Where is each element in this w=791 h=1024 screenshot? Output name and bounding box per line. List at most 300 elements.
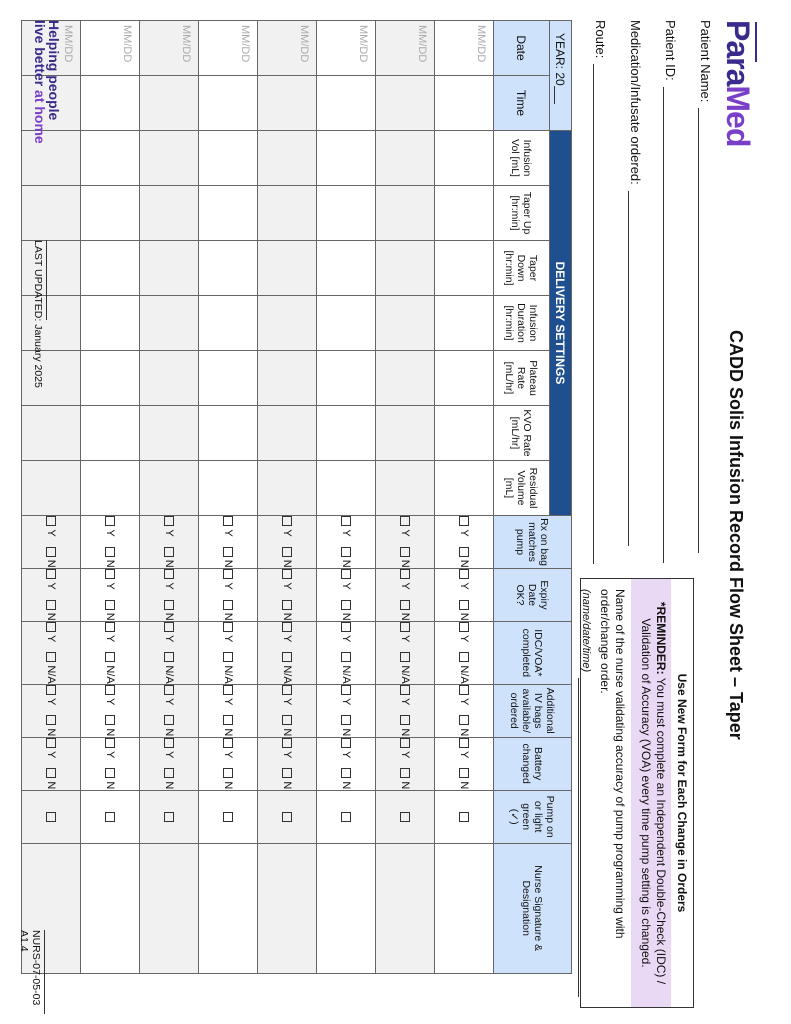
checkbox-icon xyxy=(459,569,469,579)
battery-no[interactable]: N xyxy=(340,768,352,789)
battery-no[interactable]: N xyxy=(45,768,57,789)
patient-id-label: Patient ID: xyxy=(663,20,678,81)
infusion-vol-cell[interactable] xyxy=(81,131,140,186)
battery-yes[interactable]: Y xyxy=(163,738,175,758)
time-cell[interactable] xyxy=(258,76,317,131)
taper-down-cell[interactable] xyxy=(22,241,81,296)
validating-nurse-field[interactable] xyxy=(578,678,591,997)
idc-voa-yes[interactable]: Y xyxy=(281,622,293,642)
idc-voa-cell xyxy=(258,622,317,685)
delivery-settings-header: DELIVERY SETTINGS xyxy=(550,131,572,516)
checkbox-icon xyxy=(105,569,115,579)
checkbox-icon xyxy=(400,516,410,526)
tagline-home: at home xyxy=(32,90,48,144)
checkbox-icon xyxy=(459,547,469,557)
taper-up-cell[interactable] xyxy=(140,186,199,241)
rx-matches-yes[interactable]: Y xyxy=(163,516,175,536)
rx-matches-no[interactable]: N xyxy=(340,547,352,568)
rx-matches-yes[interactable]: Y xyxy=(104,516,116,536)
battery-cell xyxy=(258,737,317,790)
residual-volume-cell[interactable] xyxy=(376,461,435,516)
infusion-duration-cell[interactable] xyxy=(258,296,317,351)
checkbox-icon xyxy=(400,715,410,725)
year-label: YEAR: xyxy=(553,33,567,70)
kvo-rate-cell[interactable] xyxy=(317,406,376,461)
time-cell[interactable] xyxy=(435,76,494,131)
page-title: CADD Solis Infusion Record Flow Sheet – Taper xyxy=(726,330,746,740)
rx-matches-yes[interactable]: Y xyxy=(281,516,293,536)
additional-iv-no[interactable]: N xyxy=(458,715,470,736)
additional-iv-no[interactable]: N xyxy=(399,715,411,736)
residual-volume-cell[interactable] xyxy=(317,461,376,516)
table-row xyxy=(258,21,317,974)
taper-down-cell[interactable] xyxy=(258,241,317,296)
expiry-yes[interactable]: Y xyxy=(104,569,116,589)
checkbox-icon xyxy=(46,600,56,610)
additional-iv-yes[interactable]: Y xyxy=(281,685,293,705)
battery-yes[interactable]: Y xyxy=(222,738,234,758)
plateau-rate-cell[interactable] xyxy=(258,351,317,406)
checkbox-icon xyxy=(400,600,410,610)
checkbox-icon xyxy=(341,622,351,632)
infusion-vol-cell[interactable] xyxy=(317,131,376,186)
idc-voa-cell xyxy=(140,622,199,685)
checkbox-icon xyxy=(105,715,115,725)
checkbox-icon xyxy=(459,768,469,778)
idc-voa-na[interactable]: N/A xyxy=(45,652,57,683)
nurse-signature-cell[interactable] xyxy=(199,843,258,973)
battery-yes[interactable]: Y xyxy=(458,738,470,758)
idc-voa-cell xyxy=(435,622,494,685)
rx-matches-cell xyxy=(435,516,494,569)
col-battery: Battery changed xyxy=(494,737,572,790)
date-cell[interactable]: MM/DD xyxy=(140,21,199,76)
battery-yes[interactable]: Y xyxy=(45,738,57,758)
checkbox-icon xyxy=(164,768,174,778)
checkbox-icon xyxy=(105,622,115,632)
taper-up-cell[interactable] xyxy=(376,186,435,241)
date-cell[interactable]: MM/DD xyxy=(435,21,494,76)
checkbox-icon xyxy=(341,685,351,695)
expiry-yes[interactable]: Y xyxy=(340,569,352,589)
battery-cell xyxy=(317,737,376,790)
nurse-signature-cell[interactable] xyxy=(376,843,435,973)
year-cell xyxy=(550,21,572,131)
expiry-no[interactable]: N xyxy=(399,600,411,621)
idc-voa-yes[interactable]: Y xyxy=(45,622,57,642)
rx-matches-cell xyxy=(199,516,258,569)
infusion-vol-cell[interactable] xyxy=(199,131,258,186)
time-cell[interactable] xyxy=(81,76,140,131)
kvo-rate-cell[interactable] xyxy=(22,406,81,461)
additional-iv-yes[interactable]: Y xyxy=(45,685,57,705)
nurse-signature-cell[interactable] xyxy=(317,843,376,973)
col-additional-iv: Additional IV bags available/ ordered xyxy=(494,684,572,737)
additional-iv-no[interactable]: N xyxy=(45,715,57,736)
taper-up-cell[interactable] xyxy=(435,186,494,241)
infusion-duration-cell[interactable] xyxy=(81,296,140,351)
checkbox-icon xyxy=(400,768,410,778)
additional-iv-yes[interactable]: Y xyxy=(458,685,470,705)
additional-iv-cell xyxy=(376,684,435,737)
pump-on-checkbox[interactable] xyxy=(223,812,233,822)
expiry-no[interactable]: N xyxy=(281,600,293,621)
rx-matches-no[interactable]: N xyxy=(45,547,57,568)
route-field[interactable] xyxy=(593,64,606,564)
additional-iv-no[interactable]: N xyxy=(340,715,352,736)
checkbox-icon xyxy=(164,715,174,725)
date-cell[interactable]: MM/DD xyxy=(22,21,81,76)
plateau-rate-cell[interactable] xyxy=(140,351,199,406)
expiry-yes[interactable]: Y xyxy=(458,569,470,589)
taper-up-cell[interactable] xyxy=(199,186,258,241)
battery-no[interactable]: N xyxy=(104,768,116,789)
checkbox-icon xyxy=(282,768,292,778)
checkbox-icon xyxy=(105,768,115,778)
checkbox-icon xyxy=(282,738,292,748)
checkbox-icon xyxy=(223,715,233,725)
infusion-duration-cell[interactable] xyxy=(376,296,435,351)
checkbox-icon xyxy=(164,622,174,632)
medication-field[interactable] xyxy=(628,191,641,546)
patient-id-field[interactable] xyxy=(663,87,676,563)
pump-on-checkbox[interactable] xyxy=(164,812,174,822)
checkbox-icon xyxy=(105,547,115,557)
table-row xyxy=(317,21,376,974)
medication-label: Medication/Infusate ordered: xyxy=(628,20,643,185)
idc-voa-cell xyxy=(199,622,258,685)
residual-volume-cell[interactable] xyxy=(140,461,199,516)
checkbox-icon xyxy=(400,547,410,557)
checkbox-icon xyxy=(164,547,174,557)
col-time: Time xyxy=(494,76,550,131)
rx-matches-yes[interactable]: Y xyxy=(458,516,470,536)
expiry-cell xyxy=(140,569,199,622)
new-form-notice: Use New Form for Each Change in Orders xyxy=(675,673,689,913)
idc-voa-yes[interactable]: Y xyxy=(458,622,470,642)
battery-cell xyxy=(199,737,258,790)
battery-cell xyxy=(22,737,81,790)
form-code xyxy=(18,930,45,1024)
time-cell[interactable] xyxy=(140,76,199,131)
year-field[interactable] xyxy=(554,86,567,104)
year-prefix: 20 xyxy=(553,72,567,86)
rx-matches-yes[interactable]: Y xyxy=(340,516,352,536)
checkbox-icon xyxy=(282,600,292,610)
last-updated-text: LAST UPDATED: January 2025 xyxy=(32,240,44,388)
battery-no[interactable]: N xyxy=(399,768,411,789)
taper-up-cell[interactable] xyxy=(22,186,81,241)
rx-matches-no[interactable]: N xyxy=(281,547,293,568)
battery-no[interactable]: N xyxy=(458,768,470,789)
checkbox-icon xyxy=(400,738,410,748)
expiry-no[interactable]: N xyxy=(104,600,116,621)
checkbox-icon xyxy=(341,547,351,557)
residual-volume-cell[interactable] xyxy=(199,461,258,516)
checkbox-icon xyxy=(223,768,233,778)
additional-iv-cell xyxy=(22,684,81,737)
col-infusion-duration: Infusion Duration [hr:min] xyxy=(494,296,550,351)
taper-down-cell[interactable] xyxy=(140,241,199,296)
validating-nurse-section xyxy=(574,579,631,1007)
col-infusion-vol: Infusion Vol [mL] xyxy=(494,131,550,186)
rx-matches-no[interactable]: N xyxy=(399,547,411,568)
additional-iv-cell xyxy=(140,684,199,737)
idc-voa-yes[interactable]: Y xyxy=(340,622,352,642)
checkbox-icon xyxy=(341,768,351,778)
checkbox-icon xyxy=(223,600,233,610)
checkbox-icon xyxy=(164,569,174,579)
checkbox-icon xyxy=(46,569,56,579)
expiry-no[interactable]: N xyxy=(45,600,57,621)
idc-voa-na[interactable]: N/A xyxy=(458,652,470,683)
table-row xyxy=(199,21,258,974)
taper-up-cell[interactable] xyxy=(317,186,376,241)
battery-cell xyxy=(376,737,435,790)
additional-iv-no[interactable]: N xyxy=(104,715,116,736)
checkbox-icon xyxy=(105,600,115,610)
checkbox-icon xyxy=(459,652,469,662)
rx-matches-no[interactable]: N xyxy=(104,547,116,568)
rx-matches-cell xyxy=(22,516,81,569)
logo-para: Para xyxy=(720,20,756,86)
orders-notice-box xyxy=(580,578,694,1008)
residual-volume-cell[interactable] xyxy=(258,461,317,516)
date-cell[interactable]: MM/DD xyxy=(199,21,258,76)
tagline-line-1: Helping people xyxy=(46,20,62,121)
col-residual-volume: Residual Volume [mL] xyxy=(494,461,550,516)
plateau-rate-cell[interactable] xyxy=(81,351,140,406)
infusion-duration-cell[interactable] xyxy=(22,296,81,351)
additional-iv-no[interactable]: N xyxy=(281,715,293,736)
battery-no[interactable]: N xyxy=(163,768,175,789)
pump-on-checkbox[interactable] xyxy=(341,812,351,822)
col-plateau-rate: Plateau Rate [mL/hr] xyxy=(494,351,550,406)
time-cell[interactable] xyxy=(199,76,258,131)
checkbox-icon xyxy=(46,685,56,695)
residual-volume-cell[interactable] xyxy=(435,461,494,516)
expiry-no[interactable]: N xyxy=(458,600,470,621)
residual-volume-cell[interactable] xyxy=(22,461,81,516)
kvo-rate-cell[interactable] xyxy=(140,406,199,461)
taper-down-cell[interactable] xyxy=(81,241,140,296)
taper-down-cell[interactable] xyxy=(435,241,494,296)
rx-matches-cell xyxy=(317,516,376,569)
idc-voa-na[interactable]: N/A xyxy=(163,652,175,683)
battery-cell xyxy=(81,737,140,790)
date-cell[interactable]: MM/DD xyxy=(376,21,435,76)
additional-iv-no[interactable]: N xyxy=(222,715,234,736)
additional-iv-cell xyxy=(317,684,376,737)
plateau-rate-cell[interactable] xyxy=(22,351,81,406)
expiry-cell xyxy=(22,569,81,622)
expiry-yes[interactable]: Y xyxy=(45,569,57,589)
checkbox-icon xyxy=(282,569,292,579)
col-date: Date xyxy=(494,21,550,76)
checkbox-icon xyxy=(223,547,233,557)
checkbox-icon xyxy=(223,569,233,579)
taper-down-cell[interactable] xyxy=(376,241,435,296)
pump-on-cell xyxy=(81,790,140,843)
checkbox-icon xyxy=(164,600,174,610)
date-cell[interactable]: MM/DD xyxy=(81,21,140,76)
plateau-rate-cell[interactable] xyxy=(317,351,376,406)
plateau-rate-cell[interactable] xyxy=(435,351,494,406)
nurse-signature-cell[interactable] xyxy=(435,843,494,973)
kvo-rate-cell[interactable] xyxy=(81,406,140,461)
taper-up-cell[interactable] xyxy=(81,186,140,241)
patient-id-row xyxy=(663,20,678,563)
pump-on-cell xyxy=(199,790,258,843)
checkbox-icon xyxy=(400,652,410,662)
expiry-yes[interactable]: Y xyxy=(281,569,293,589)
date-cell[interactable]: MM/DD xyxy=(317,21,376,76)
pump-on-checkbox[interactable] xyxy=(459,812,469,822)
additional-iv-no[interactable]: N xyxy=(163,715,175,736)
rx-matches-cell xyxy=(258,516,317,569)
taper-down-cell[interactable] xyxy=(317,241,376,296)
route-row xyxy=(593,20,608,564)
checkbox-icon xyxy=(46,547,56,557)
rx-matches-no[interactable]: N xyxy=(458,547,470,568)
pump-on-checkbox[interactable] xyxy=(46,812,56,822)
taper-up-cell[interactable] xyxy=(258,186,317,241)
expiry-no[interactable]: N xyxy=(163,600,175,621)
idc-voa-na[interactable]: N/A xyxy=(222,652,234,683)
idc-voa-yes[interactable]: Y xyxy=(399,622,411,642)
battery-no[interactable]: N xyxy=(281,768,293,789)
additional-iv-yes[interactable]: Y xyxy=(222,685,234,705)
additional-iv-yes[interactable]: Y xyxy=(399,685,411,705)
kvo-rate-cell[interactable] xyxy=(376,406,435,461)
idc-voa-yes[interactable]: Y xyxy=(104,622,116,642)
reminder-banner xyxy=(631,579,671,1007)
taper-down-cell[interactable] xyxy=(199,241,258,296)
checkbox-icon xyxy=(282,685,292,695)
checkbox-icon xyxy=(459,715,469,725)
checkbox-icon xyxy=(46,516,56,526)
additional-iv-yes[interactable]: Y xyxy=(163,685,175,705)
additional-iv-yes[interactable]: Y xyxy=(340,685,352,705)
tagline-line-2: live better xyxy=(32,20,48,91)
infusion-vol-cell[interactable] xyxy=(140,131,199,186)
rx-matches-no[interactable]: N xyxy=(222,547,234,568)
pump-on-checkbox[interactable] xyxy=(105,812,115,822)
col-taper-down: Taper Down [hr:min] xyxy=(494,241,550,296)
expiry-cell xyxy=(258,569,317,622)
infusion-vol-cell[interactable] xyxy=(435,131,494,186)
expiry-yes[interactable]: Y xyxy=(399,569,411,589)
pump-on-cell xyxy=(317,790,376,843)
pump-on-cell xyxy=(140,790,199,843)
checkbox-icon xyxy=(459,516,469,526)
idc-voa-na[interactable]: N/A xyxy=(104,652,116,683)
battery-no[interactable]: N xyxy=(222,768,234,789)
validating-text: Name of the nurse validating accuracy of pump programming with order/change order. xyxy=(598,589,627,939)
route-label: Route: xyxy=(593,20,608,59)
idc-voa-cell xyxy=(22,622,81,685)
checkbox-icon xyxy=(105,516,115,526)
table-row xyxy=(376,21,435,974)
name-date-time-label: (name/date/time) xyxy=(580,589,592,673)
expiry-no[interactable]: N xyxy=(340,600,352,621)
time-cell[interactable] xyxy=(317,76,376,131)
expiry-yes[interactable]: Y xyxy=(163,569,175,589)
plateau-rate-cell[interactable] xyxy=(199,351,258,406)
checkbox-icon xyxy=(341,738,351,748)
kvo-rate-cell[interactable] xyxy=(435,406,494,461)
plateau-rate-cell[interactable] xyxy=(376,351,435,406)
tagline xyxy=(33,20,61,144)
expiry-no[interactable]: N xyxy=(222,600,234,621)
infusion-duration-cell[interactable] xyxy=(140,296,199,351)
idc-voa-na[interactable]: N/A xyxy=(340,652,352,683)
battery-yes[interactable]: Y xyxy=(281,738,293,758)
rx-matches-yes[interactable]: Y xyxy=(222,516,234,536)
battery-yes[interactable]: Y xyxy=(399,738,411,758)
checkbox-icon xyxy=(46,622,56,632)
additional-iv-yes[interactable]: Y xyxy=(104,685,116,705)
idc-voa-cell xyxy=(81,622,140,685)
checkbox-icon xyxy=(341,652,351,662)
last-updated xyxy=(32,240,47,388)
idc-voa-yes[interactable]: Y xyxy=(222,622,234,642)
rx-matches-yes[interactable]: Y xyxy=(399,516,411,536)
table-row xyxy=(22,21,81,974)
battery-yes[interactable]: Y xyxy=(104,738,116,758)
infusion-vol-cell[interactable] xyxy=(376,131,435,186)
form-code-text: NURS-07-05-03 A1.4 xyxy=(18,930,42,1006)
idc-voa-na[interactable]: N/A xyxy=(399,652,411,683)
idc-voa-na[interactable]: N/A xyxy=(281,652,293,683)
patient-name-field[interactable] xyxy=(698,108,711,553)
infusion-duration-cell[interactable] xyxy=(317,296,376,351)
kvo-rate-cell[interactable] xyxy=(258,406,317,461)
infusion-duration-cell[interactable] xyxy=(199,296,258,351)
checkbox-icon xyxy=(105,685,115,695)
col-expiry: Expiry Date OK? xyxy=(494,569,572,622)
infusion-duration-cell[interactable] xyxy=(435,296,494,351)
nurse-signature-cell[interactable] xyxy=(81,843,140,973)
battery-yes[interactable]: Y xyxy=(340,738,352,758)
checkbox-icon xyxy=(400,685,410,695)
paramed-logo xyxy=(719,20,756,146)
table-row xyxy=(140,21,199,974)
date-cell[interactable]: MM/DD xyxy=(258,21,317,76)
col-kvo-rate: KVO Rate [mL/hr] xyxy=(494,406,550,461)
kvo-rate-cell[interactable] xyxy=(199,406,258,461)
residual-volume-cell[interactable] xyxy=(81,461,140,516)
checkbox-icon xyxy=(282,547,292,557)
checkbox-icon xyxy=(341,516,351,526)
idc-voa-yes[interactable]: Y xyxy=(163,622,175,642)
nurse-signature-cell[interactable] xyxy=(258,843,317,973)
rx-matches-cell xyxy=(376,516,435,569)
checkbox-icon xyxy=(223,516,233,526)
pump-on-checkbox[interactable] xyxy=(400,812,410,822)
infusion-vol-cell[interactable] xyxy=(258,131,317,186)
pump-on-checkbox[interactable] xyxy=(282,812,292,822)
patient-name-row xyxy=(698,20,713,553)
infusion-record-table xyxy=(21,20,572,974)
checkbox-icon xyxy=(223,738,233,748)
col-idc-voa: IDC/VOA* completed xyxy=(494,622,572,685)
rx-matches-no[interactable]: N xyxy=(163,547,175,568)
expiry-yes[interactable]: Y xyxy=(222,569,234,589)
nurse-signature-cell[interactable] xyxy=(140,843,199,973)
rx-matches-yes[interactable]: Y xyxy=(45,516,57,536)
time-cell[interactable] xyxy=(376,76,435,131)
